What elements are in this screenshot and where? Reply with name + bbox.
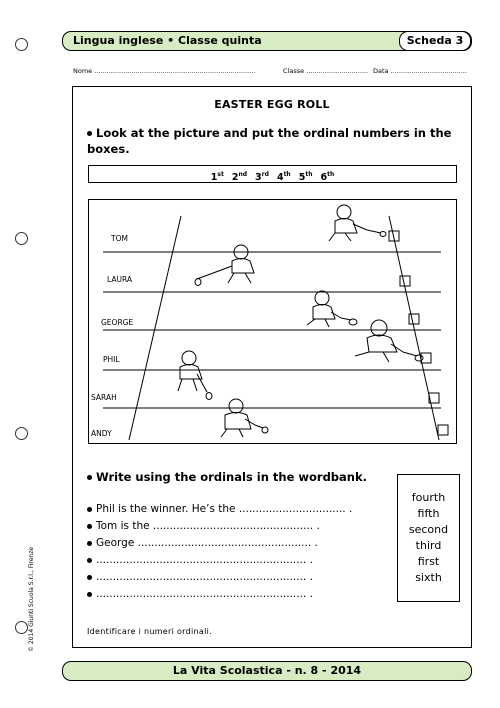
ordinal-number: 1st [210,171,224,184]
lane-label-laura: LAURA [107,275,133,284]
bullet-icon [87,558,92,563]
bullet-icon [87,592,92,597]
punch-hole [15,232,28,245]
worksheet-frame [72,86,472,648]
learning-objective: Identificare i numeri ordinali. [87,627,212,636]
header-subject [73,34,262,47]
wordbank-word: third [415,539,442,552]
lane-label-sarah: SARAH [91,393,117,402]
wordbank-word: fourth [411,491,446,504]
punch-hole [15,38,28,51]
copyright-text: © 2014 Giunti Scuola S.r.l., Firenze [28,546,35,652]
classe-field[interactable]: Classe .............................. [283,67,369,75]
instruction-2 [87,469,387,485]
subject-label: Lingua inglese [73,34,164,47]
sentence-line[interactable]: ............................................................... . [87,554,313,566]
punch-hole [15,621,28,634]
ordinal-numbers-box [88,165,457,183]
wordbank-word: sixth [415,571,442,584]
class-label: Classe quinta [178,34,262,47]
bullet-icon [87,541,92,546]
sentence-line[interactable]: Tom is the ................................................ . [87,520,320,532]
easter-egg-roll-picture [88,199,457,444]
footer-band: La Vita Scolastica - n. 8 - 2014 [62,661,472,681]
wordbank-word: second [408,523,449,536]
ordinal-number: 6th [320,171,335,184]
lane-label-andy: ANDY [91,429,112,438]
ordinal-number: 2nd [231,171,248,184]
data-field[interactable]: Data ..................................... [373,67,468,75]
bullet-icon [87,475,92,480]
instruction-2-text: Write using the ordinals in the wordbank. [96,470,368,484]
bullet-icon [87,575,92,580]
wordbank-box [397,474,460,602]
worksheet-title: EASTER EGG ROLL [214,98,330,111]
sentence-line[interactable]: ............................................................... . [87,571,313,583]
bullet-icon [87,524,92,529]
separator-dot: • [167,34,175,47]
scheda-label: Scheda 3 [399,31,471,51]
lane-label-phil: PHIL [103,355,120,364]
instruction-1 [87,125,457,157]
wordbank-word: fifth [417,507,440,520]
sentence-line[interactable]: George .................................................... . [87,537,318,549]
sentence-line[interactable]: Phil is the winner. He’s the ................................ . [87,503,352,515]
nome-field[interactable]: Nome .............................................................................. [73,67,256,75]
punch-hole [15,427,28,440]
ordinal-number: 4th [276,171,291,184]
bullet-icon [87,131,92,136]
sentence-line[interactable]: ............................................................... . [87,588,313,600]
wordbank-word: first [417,555,440,568]
instruction-1-text: Look at the picture and put the ordinal numbers in the boxes. [87,126,452,156]
lane-label-tom: TOM [111,234,128,243]
header-band [62,31,472,51]
ordinal-number: 5th [298,171,313,184]
lane-label-george: GEORGE [101,318,134,327]
race-track-illustration [89,200,456,443]
bullet-icon [87,507,92,512]
ordinal-number: 3rd [255,171,269,184]
